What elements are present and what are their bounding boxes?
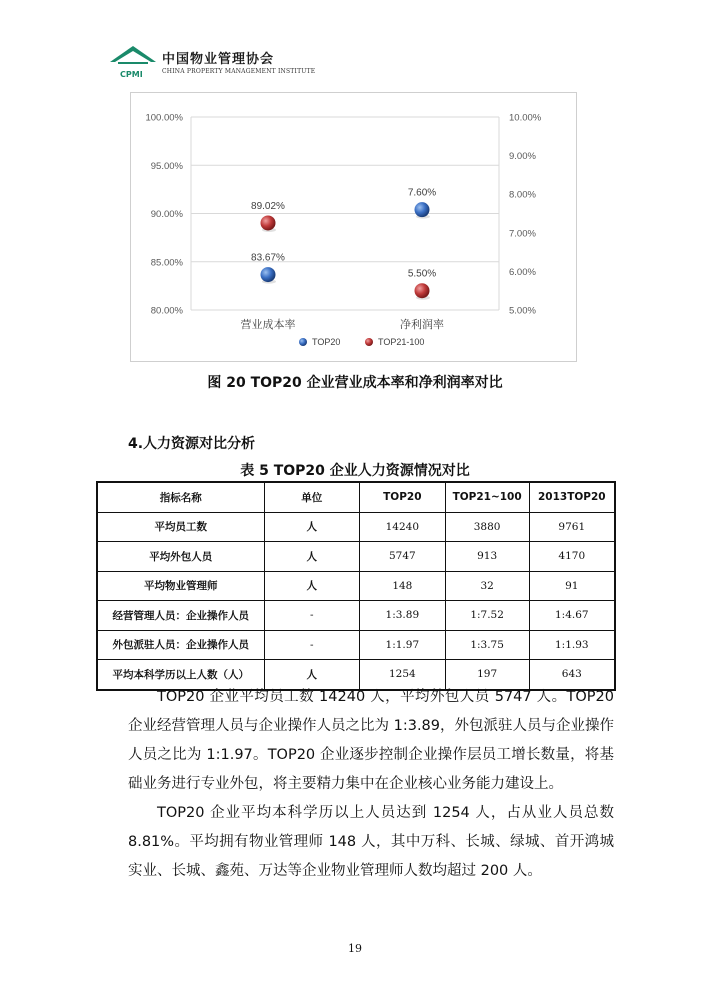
legend-label: TOP20 <box>312 337 341 347</box>
left-axis-tick-label: 90.00% <box>150 209 183 220</box>
category-label: 营业成本率 <box>240 318 296 331</box>
body-text <box>128 683 614 886</box>
unit-cell: 人 <box>264 542 359 572</box>
value-cell: 1:3.75 <box>445 630 529 660</box>
legend-marker <box>365 338 373 346</box>
value-cell: 1:7.52 <box>445 601 529 631</box>
table-row <box>97 512 615 542</box>
value-cell: 32 <box>445 571 529 601</box>
table-row <box>97 542 615 572</box>
logo-abbreviation: CPMI <box>120 70 143 79</box>
legend-label: TOP21-100 <box>378 337 425 347</box>
unit-cell: 人 <box>264 571 359 601</box>
paragraph: TOP20 企业平均本科学历以上人员达到 1254 人，占从业人员总数 8.81%。平均拥有物业管理师 148 人，其中万科、长城、绿城、首开鸿城实业、长城、鑫苑、万达等企业物业管理师人数均超过 200 人。 <box>128 805 614 879</box>
org-name-english: CHINA PROPERTY MANAGEMENT INSTITUTE <box>162 68 316 75</box>
table-header-row <box>97 482 615 512</box>
metric-cell: 平均物业管理师 <box>97 571 264 601</box>
scatter-chart <box>131 93 576 361</box>
value-cell: 913 <box>445 542 529 572</box>
value-cell: 1:3.89 <box>360 601 446 631</box>
chart-container <box>130 92 577 362</box>
category-label: 净利润率 <box>400 318 444 331</box>
data-label: 5.50% <box>407 268 437 280</box>
right-axis-tick-label: 10.00% <box>509 112 542 124</box>
org-name-chinese: 中国物业管理协会 <box>162 52 275 67</box>
data-label: 83.67% <box>251 252 285 264</box>
value-cell: 4170 <box>529 542 615 572</box>
left-axis-tick-label: 80.00% <box>150 305 183 317</box>
value-cell: 1254 <box>360 660 446 690</box>
unit-cell: - <box>264 601 359 631</box>
value-cell: 5747 <box>360 542 446 572</box>
header-logo <box>108 44 316 84</box>
value-cell: 3880 <box>445 512 529 542</box>
right-axis-tick-label: 7.00% <box>509 228 536 240</box>
data-point <box>261 215 276 230</box>
value-cell: 148 <box>360 571 446 601</box>
right-axis-tick-label: 8.00% <box>509 189 536 201</box>
header-unit: 单位 <box>264 482 359 512</box>
table-row <box>97 571 615 601</box>
metric-cell: 平均外包人员 <box>97 542 264 572</box>
unit-cell: - <box>264 630 359 660</box>
header-metric: 指标名称 <box>97 482 264 512</box>
paragraph: TOP20 企业平均员工数 14240 人，平均外包人员 5747 人。TOP20 企业经营管理人员与企业操作人员之比为 1:3.89，外包派驻人员与企业操作人员之比为 1:1.97。TOP20 企业逐步控制企业操作层员工增长数量，将基础业务进行专业外包，将主要精力集中在企业核心业务能力建设上。 <box>128 689 615 792</box>
value-cell: 643 <box>529 660 615 690</box>
value-cell: 197 <box>445 660 529 690</box>
data-label: 7.60% <box>407 187 437 199</box>
value-cell: 1:1.93 <box>529 630 615 660</box>
metric-cell: 平均员工数 <box>97 512 264 542</box>
header-top21-100: TOP21~100 <box>445 482 529 512</box>
table-caption: 表 5 TOP20 企业人力资源情况对比 <box>240 463 470 479</box>
legend-marker <box>299 338 307 346</box>
header-top20: TOP20 <box>360 482 446 512</box>
metric-cell: 平均本科学历以上人数（人） <box>97 660 264 690</box>
unit-cell: 人 <box>264 512 359 542</box>
right-axis-tick-label: 5.00% <box>509 305 536 317</box>
metric-cell: 外包派驻人员：企业操作人员 <box>97 630 264 660</box>
page-number: 19 <box>348 942 362 955</box>
figure-caption: 图 20 TOP20 企业营业成本率和净利润率对比 <box>207 375 503 391</box>
value-cell: 1:1.97 <box>360 630 446 660</box>
header-2013top20: 2013TOP20 <box>529 482 615 512</box>
value-cell: 91 <box>529 571 615 601</box>
metric-cell: 经营管理人员：企业操作人员 <box>97 601 264 631</box>
section-title: 4.人力资源对比分析 <box>128 436 256 452</box>
hr-comparison-table <box>96 481 616 691</box>
right-axis-tick-label: 9.00% <box>509 151 536 163</box>
left-axis-tick-label: 100.00% <box>145 112 183 124</box>
data-label: 89.02% <box>251 200 285 212</box>
table-row <box>97 630 615 660</box>
value-cell: 9761 <box>529 512 615 542</box>
table-row <box>97 601 615 631</box>
data-point <box>261 267 276 282</box>
left-axis-tick-label: 95.00% <box>150 160 183 172</box>
value-cell: 1:4.67 <box>529 601 615 631</box>
left-axis-tick-label: 85.00% <box>150 257 183 269</box>
data-point <box>415 202 430 217</box>
value-cell: 14240 <box>360 512 446 542</box>
right-axis-tick-label: 6.00% <box>509 266 536 278</box>
data-point <box>415 283 430 298</box>
unit-cell: 人 <box>264 660 359 690</box>
